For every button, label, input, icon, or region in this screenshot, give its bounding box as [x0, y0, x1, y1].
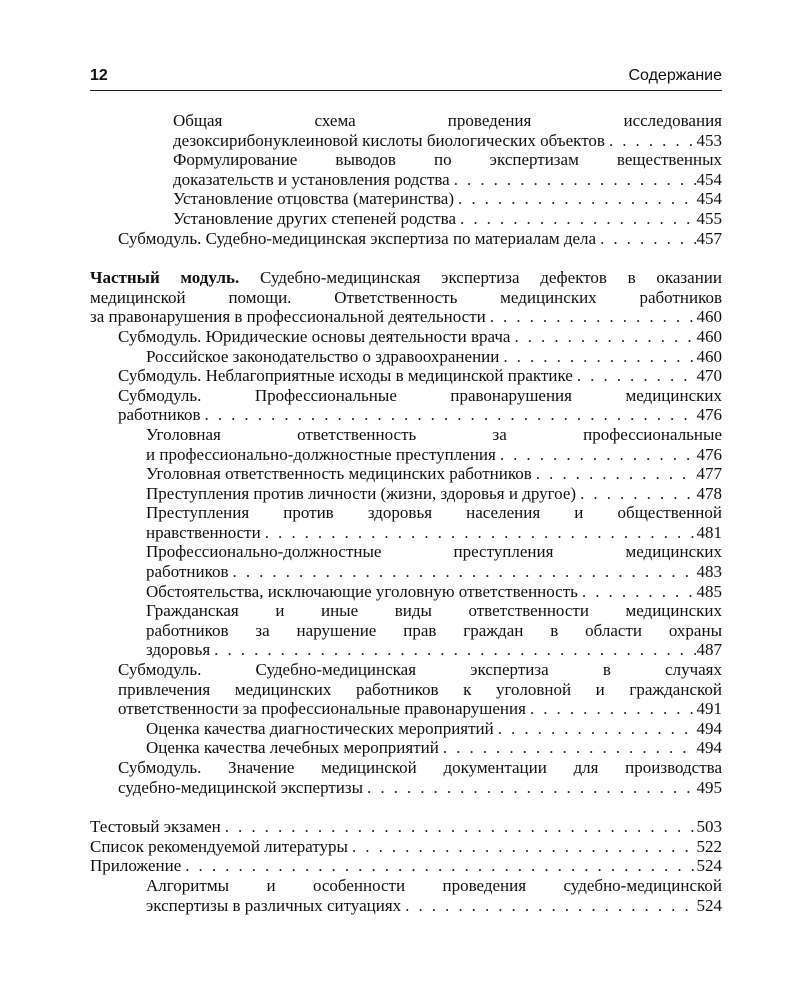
- dot-leader: [363, 778, 696, 798]
- toc-entry-title: работников: [118, 405, 201, 425]
- toc-entry[interactable]: [90, 327, 722, 347]
- toc-entry-text: работников за нарушение прав граждан в области охраны: [146, 620, 722, 640]
- toc-page-number: 476: [696, 405, 722, 425]
- toc-entry[interactable]: [90, 189, 722, 209]
- toc-entry[interactable]: [90, 464, 722, 484]
- toc-entry[interactable]: [90, 229, 722, 249]
- toc-entry-title: Приложение: [90, 856, 182, 876]
- toc-entry-title: Обстоятельства, исключающие уголовную ответственность: [146, 581, 578, 601]
- toc-entry-title: Субмодуль. Юридические основы деятельности врача: [118, 326, 511, 346]
- dot-leader: [576, 484, 696, 504]
- toc-entry-title: Российское законодательство о здравоохранении: [146, 346, 500, 366]
- toc-page-number: 470: [696, 366, 722, 386]
- toc-entry[interactable]: [90, 856, 722, 876]
- toc-entry[interactable]: [90, 817, 722, 837]
- toc-entry-title: Уголовная ответственность медицинских работников: [146, 464, 532, 484]
- dot-leader: [181, 856, 696, 876]
- toc-entry[interactable]: [90, 758, 722, 797]
- toc-entry-text: Уголовная ответственность за профессиональные: [146, 424, 722, 444]
- toc-page-number: 503: [696, 817, 722, 837]
- toc-entry[interactable]: [90, 209, 722, 229]
- toc-page-number: 524: [696, 856, 722, 876]
- toc-entry[interactable]: [90, 582, 722, 602]
- dot-leader: [578, 582, 697, 602]
- dot-leader: [221, 817, 697, 837]
- toc-entry-text: Субмодуль. Значение медицинской документации для производства: [118, 758, 722, 777]
- dot-leader: [261, 523, 697, 543]
- toc-entry-title: за правонарушения в профессиональной деятельности: [90, 307, 486, 327]
- toc-entry[interactable]: [90, 366, 722, 386]
- toc-entry-text: Общая схема проведения исследования: [173, 111, 722, 130]
- dot-leader: [201, 405, 697, 425]
- dot-leader: [456, 209, 696, 229]
- toc-entry-title: Тестовый экзамен: [90, 817, 221, 837]
- toc-page-number: 494: [696, 718, 722, 738]
- toc-page-number: 485: [696, 581, 722, 601]
- table-of-contents: [90, 111, 722, 915]
- toc-page-number: 491: [696, 699, 722, 719]
- dot-leader: [532, 464, 697, 484]
- dot-leader: [526, 699, 697, 719]
- section-label: Частный модуль.: [90, 268, 240, 288]
- toc-entry-text: Субмодуль. Судебно-медицинская экспертиза в случаях: [118, 660, 722, 680]
- toc-page-number: 483: [696, 562, 722, 582]
- toc-page-number: 455: [696, 208, 722, 228]
- toc-page-number: 495: [696, 777, 722, 797]
- toc-entry-text: Судебно-медицинская экспертиза дефектов в оказании: [239, 268, 722, 288]
- toc-entry-title: экспертизы в различных ситуациях: [146, 895, 402, 915]
- toc-entry-text: Профессионально-должностные преступления медицинских: [146, 542, 722, 562]
- page-number: 12: [90, 67, 108, 84]
- toc-page-number: 487: [696, 640, 722, 660]
- toc-entry[interactable]: [90, 876, 722, 915]
- toc-entry-title: судебно-медицинской экспертизы: [118, 777, 364, 797]
- toc-page-number: 476: [696, 444, 722, 464]
- toc-entry-text: Формулирование выводов по экспертизам вещественных: [173, 150, 722, 170]
- toc-page-number: 494: [696, 738, 722, 758]
- toc-entry[interactable]: [90, 347, 722, 367]
- toc-entry-title: Субмодуль. Неблагоприятные исходы в медицинской практике: [118, 366, 573, 386]
- dot-leader: [454, 189, 696, 209]
- toc-entry-section[interactable]: [90, 268, 722, 327]
- dot-leader: [210, 640, 696, 660]
- toc-entry[interactable]: [90, 503, 722, 542]
- toc-entry-title: Установление других степеней родства: [173, 208, 457, 228]
- dot-leader: [348, 837, 697, 857]
- toc-entry-title: Субмодуль. Судебно-медицинская экспертиза по материалам дела: [118, 228, 597, 248]
- toc-entry[interactable]: [90, 601, 722, 660]
- toc-entry-text: Субмодуль. Профессиональные правонарушения медицинских: [118, 385, 722, 405]
- toc-entry-text: Преступления против здоровья населения и общественной: [146, 503, 722, 523]
- toc-page-number: 522: [696, 836, 722, 856]
- page-header: [90, 66, 722, 91]
- toc-entry[interactable]: [90, 484, 722, 504]
- toc-entry-title: Список рекомендуемой литературы: [90, 836, 348, 856]
- toc-entry-text: Гражданская и иные виды ответственности медицинских: [146, 601, 722, 621]
- toc-entry-title: Оценка качества лечебных мероприятий: [146, 738, 439, 758]
- toc-page-number: 454: [696, 189, 722, 209]
- toc-entry-title: Оценка качества диагностических мероприятий: [146, 718, 494, 738]
- dot-leader: [401, 896, 696, 916]
- toc-page-number: 460: [696, 346, 722, 366]
- dot-leader: [496, 445, 697, 465]
- toc-entry-title: работников: [146, 562, 229, 582]
- dot-leader: [499, 347, 696, 367]
- toc-entry[interactable]: [90, 150, 722, 189]
- running-title: Содержание: [628, 67, 722, 84]
- toc-entry-text: медицинской помощи. Ответственность медицинских работников: [90, 287, 722, 307]
- dot-leader: [510, 327, 696, 347]
- toc-entry-title: здоровья: [146, 640, 211, 660]
- toc-entry-title: доказательств и установления родства: [173, 169, 450, 189]
- toc-entry[interactable]: [90, 837, 722, 857]
- toc-page-number: 478: [696, 483, 722, 503]
- toc-entry[interactable]: [90, 425, 722, 464]
- toc-entry-title: нравственности: [146, 522, 261, 542]
- toc-page-number: 460: [696, 326, 722, 346]
- toc-entry[interactable]: [90, 719, 722, 739]
- toc-entry-title: дезоксирибонуклеиновой кислоты биологических объектов: [173, 130, 605, 150]
- dot-leader: [605, 131, 697, 151]
- toc-page-number: 477: [696, 464, 722, 484]
- toc-page-number: 460: [696, 307, 722, 327]
- toc-entry[interactable]: [90, 111, 722, 150]
- toc-entry-title: ответственности за профессиональные правонарушения: [118, 699, 526, 719]
- toc-page-number: 481: [696, 522, 722, 542]
- dot-leader: [450, 170, 697, 190]
- toc-page-number: 457: [696, 228, 722, 248]
- toc-entry-text: привлечения медицинских работников к уголовной и гражданской: [118, 679, 722, 699]
- dot-leader: [573, 366, 697, 386]
- dot-leader: [494, 719, 697, 739]
- toc-entry-text: Алгоритмы и особенности проведения судебно-медицинской: [146, 875, 722, 895]
- dot-leader: [486, 307, 697, 327]
- toc-entry-title: Установление отцовства (материнства): [173, 189, 455, 209]
- dot-leader: [229, 562, 697, 582]
- toc-entry-title: Преступления против личности (жизни, здоровья и другое): [146, 483, 577, 503]
- toc-entry[interactable]: [90, 660, 722, 719]
- toc-entry[interactable]: [90, 738, 722, 758]
- toc-page-number: 524: [696, 895, 722, 915]
- toc-page-number: 453: [696, 130, 722, 150]
- toc-entry[interactable]: [90, 386, 722, 425]
- toc-entry[interactable]: [90, 542, 722, 581]
- toc-page-number: 454: [696, 169, 722, 189]
- dot-leader: [596, 229, 696, 249]
- toc-entry-title: и профессионально-должностные преступления: [146, 444, 496, 464]
- dot-leader: [439, 738, 697, 758]
